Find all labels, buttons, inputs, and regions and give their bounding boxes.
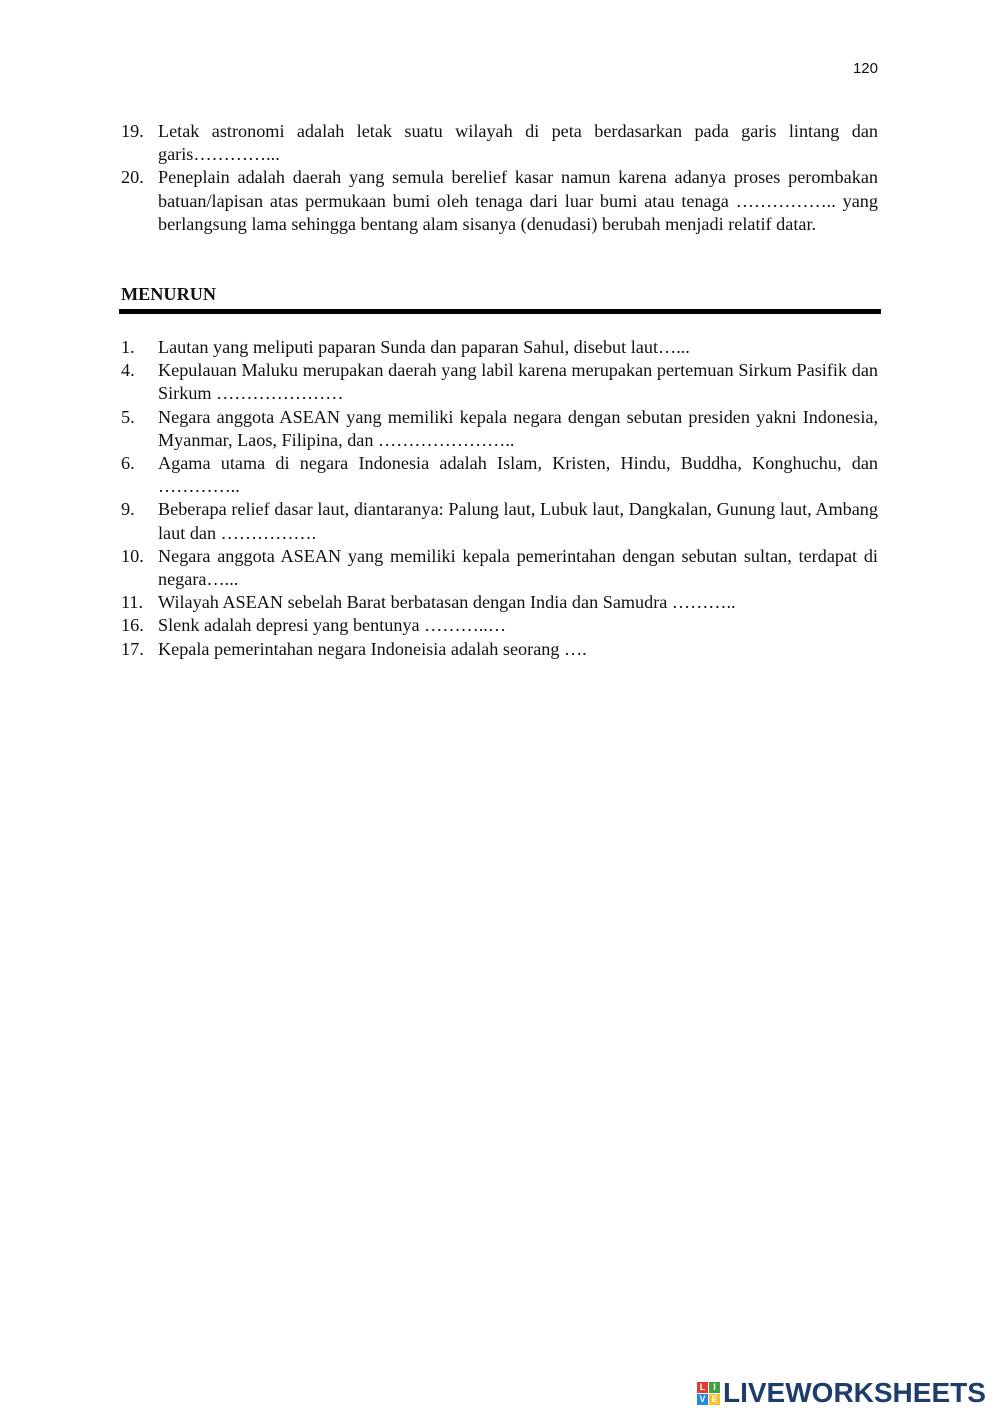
question-number: 6. <box>121 453 135 474</box>
question-number: 4. <box>121 360 135 381</box>
question-text: Beberapa relief dasar laut, diantaranya: Palung laut, Lubuk laut, Dangkalan, Gunung laut, Ambang laut dan ……………. <box>158 499 878 543</box>
liveworksheets-wordmark: LIVEWORKSHEETS <box>723 1377 986 1408</box>
logo-tile-i: I <box>709 1382 720 1393</box>
question-item-10 <box>121 545 878 591</box>
question-text: Negara anggota ASEAN yang memiliki kepala pemerintahan dengan sebutan sultan, terdapat di negara…... <box>158 545 878 590</box>
question-number: 20. <box>121 167 144 188</box>
question-text: Kepulauan Maluku merupakan daerah yang labil karena merupakan pertemuan Sirkum Pasifik dan Sirkum ………………… <box>158 360 878 404</box>
question-text: Negara anggota ASEAN yang memiliki kepala negara dengan sebutan presiden yakni Indonesia, Myanmar, Laos, Filipina, dan ………………….. <box>158 406 878 450</box>
question-item-11 <box>121 591 878 614</box>
question-number: 19. <box>121 121 144 141</box>
down-question-list <box>121 336 878 661</box>
question-number: 10. <box>121 545 144 566</box>
question-number: 17. <box>121 638 144 659</box>
question-number: 5. <box>121 406 135 427</box>
question-item-16 <box>121 614 878 637</box>
question-number: 9. <box>121 499 135 520</box>
liveworksheets-logo-icon <box>697 1382 720 1405</box>
question-text: Wilayah ASEAN sebelah Barat berbatasan dengan India dan Samudra ……….. <box>158 592 736 613</box>
question-number: 1. <box>121 337 135 357</box>
question-text: Kepala pemerintahan negara Indoneisia adalah seorang …. <box>158 638 587 659</box>
question-number: 11. <box>121 592 144 613</box>
logo-tile-v: V <box>697 1394 708 1405</box>
question-item-4 <box>121 359 878 405</box>
question-text: Slenk adalah depresi yang bentunya ………..… <box>158 615 507 636</box>
question-text: Peneplain adalah daerah yang semula berelief kasar namun karena adanya proses perombakan batuan/lapisan atas permukaan bumi oleh tenaga dari luar bumi atau tenaga …………….. yang berlangsung lama sehingga bentang alam sisanya (denudasi) berubah menjadi relatif datar. <box>158 167 878 234</box>
question-item-17 <box>121 638 878 661</box>
question-item-1 <box>121 336 878 359</box>
question-item-20 <box>121 166 878 236</box>
page-number: 120 <box>852 60 878 77</box>
question-text: Lautan yang meliputi paparan Sunda dan paparan Sahul, disebut laut…... <box>158 337 690 357</box>
section-divider <box>119 309 881 314</box>
logo-tile-l: L <box>697 1382 708 1393</box>
question-item-9 <box>121 498 878 544</box>
section-title-menurun: MENURUN <box>121 284 216 304</box>
liveworksheets-watermark[interactable] <box>697 1378 986 1408</box>
logo-tile-e: E <box>709 1394 720 1405</box>
question-item-5 <box>121 406 878 452</box>
question-item-6 <box>121 452 878 498</box>
question-text: Agama utama di negara Indonesia adalah Islam, Kristen, Hindu, Buddha, Konghuchu, dan ………….. <box>158 453 878 497</box>
question-text: Letak astronomi adalah letak suatu wilayah di peta berdasarkan pada garis lintang dan garis…………... <box>158 121 878 165</box>
top-question-list <box>121 120 878 236</box>
question-item-19 <box>121 120 878 166</box>
question-number: 16. <box>121 615 144 636</box>
